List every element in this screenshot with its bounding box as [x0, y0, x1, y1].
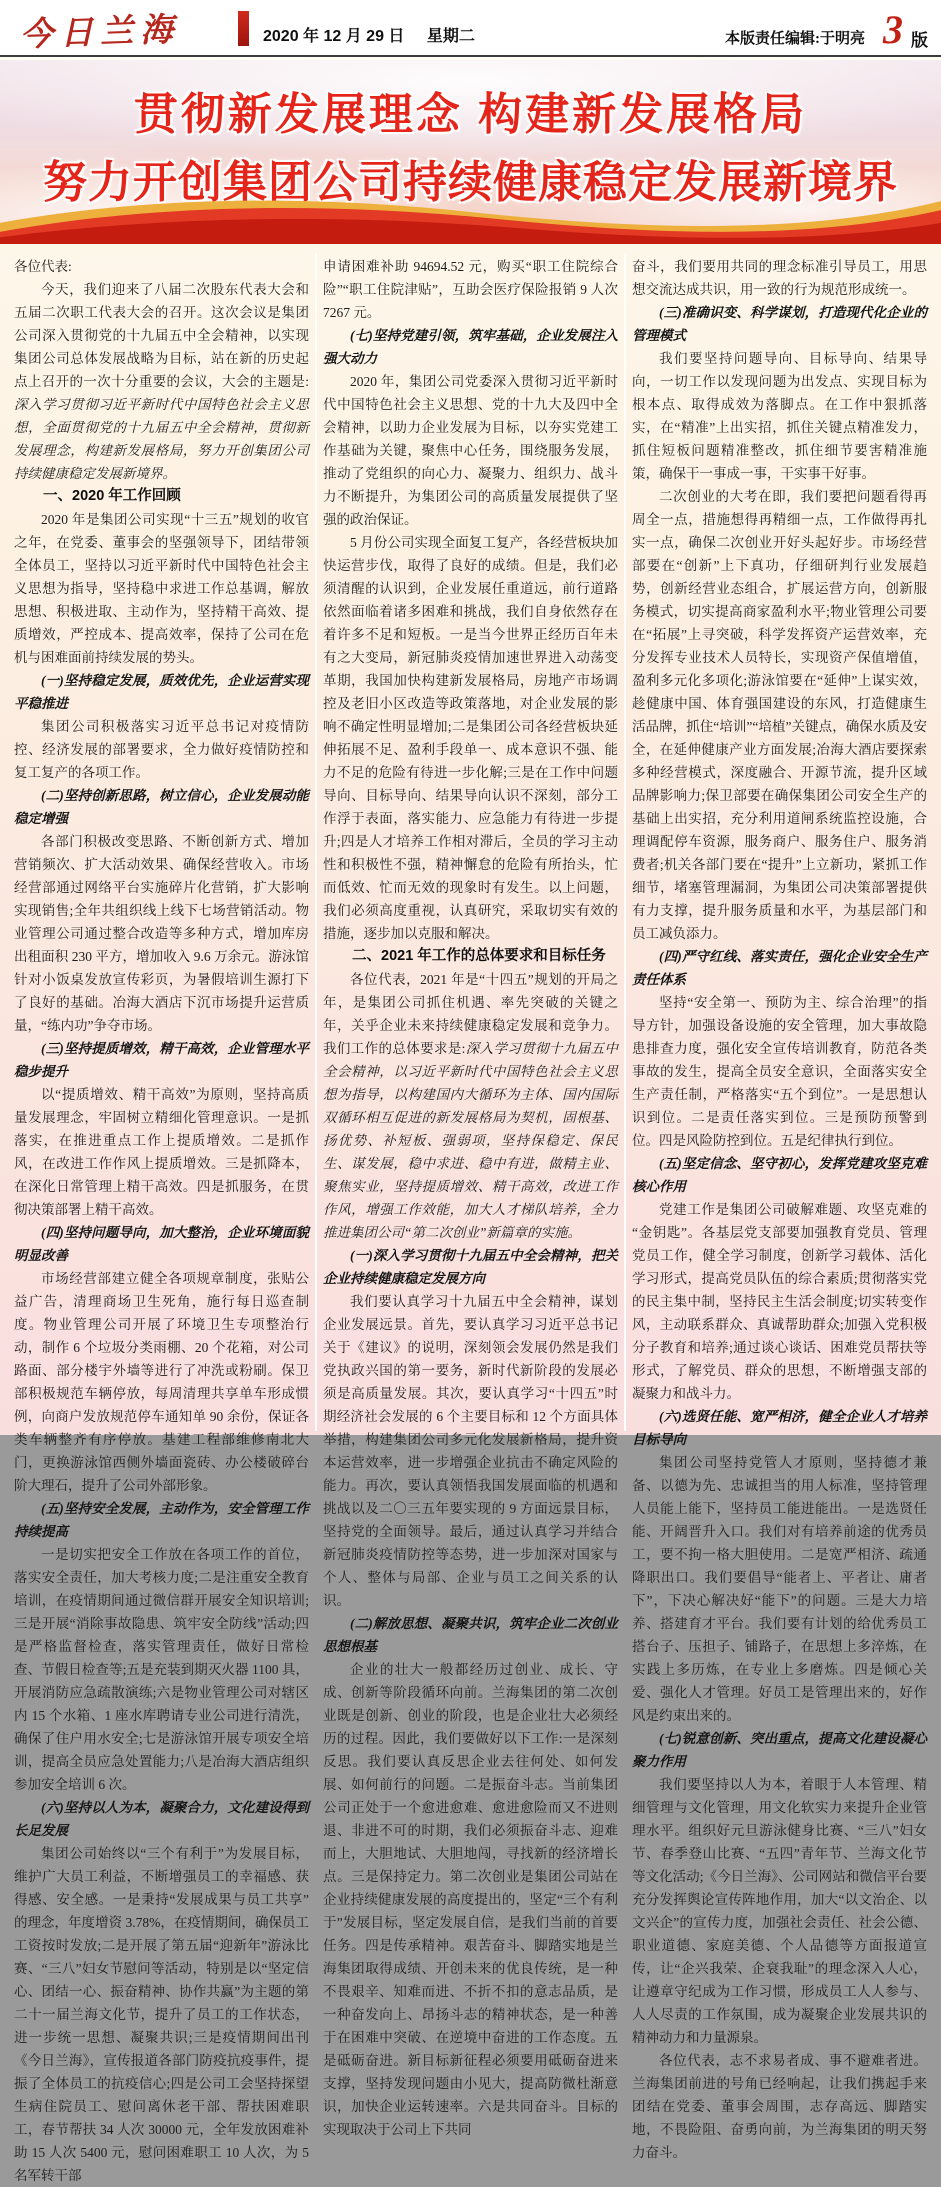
- paragraph: 2020 年，集团公司党委深入贯彻习近平新时代中国特色社会主义思想、党的十九大及四中全会精神，以助力企业发展为目标，以夯实党建工作基础为关键，聚焦中心任务，围绕服务发展，推动了党组织的向心力、凝聚力、组织力、战斗力不断提升，为集团公司的高质量发展提供了坚强的政治保证。: [323, 374, 618, 527]
- paragraph: 一是切实把安全工作放在各项工作的首位，落实安全责任，加大考核力度;二是注重安全教育培训，在疫情期间通过微信群开展安全知识培训;三是开展“消除事故隐患、筑牢安全防线”活动;四是严格监督检查，落实管理责任，做好日常检查、节假日检查等;五是充装到期灭火器 1100 具，开展消防应急疏散演练;六是物业管理公司对辖区内 15 个水箱、1 座水库聘请专业公司进行清洗，确保了住户用水安全;七是游泳馆开展专项安全培训，提高全员应急处置能力;八是冶海大酒店组织参加安全培训 6 次。: [14, 1547, 309, 1792]
- paragraph: 市场经营部建立健全各项规章制度，张贴公益广告，清理商场卫生死角，施行每日巡查制度。物业管理公司开展了环境卫生专项整治行动，制作 6 个垃圾分类雨棚、20 个花箱，对公司路面、部分楼宇外墙等进行了冲洗或粉刷。保卫部积极规范车辆停放，每周清理共享单车形成惯例，向商户发放规范停车通知单 90 余份，保证各类车辆整齐有序停放。基建工程部维修南北大门，更换游泳馆西侧外墙面瓷砖、办公楼破碎台阶大理石，提升了公司外部形象。: [14, 1271, 309, 1493]
- paragraph: 各位代表，志不求易者成、事不避难者进。兰海集团前进的号角已经响起，让我们携起手来团结在党委、董事会周围，志存高远、脚踏实地，不畏险阻、奋勇向前，为兰海集团的明天努力奋斗。: [632, 2053, 927, 2160]
- sub-heading: (五)坚持安全发展，主动作为，安全管理工作持续提高: [14, 1501, 309, 1539]
- page-number: 3: [883, 7, 903, 52]
- sub-heading: (五)坚定信念、坚守初心，发挥党建攻坚克难核心作用: [632, 1156, 927, 1194]
- paragraph: 我们要坚持以人为本，着眼于人本管理、精细管理与文化管理，用文化软实力来提升企业管理水平。组织好元旦游泳健身比赛、“三八”妇女节、春季登山比赛、“五四”青年节、兰海文化节等文化活动;《今日兰海》、公司网站和微信平台要充分发挥舆论宣传阵地作用，加大“以文治企、以文兴企”的宣传力度，加强社会责任、社会公德、职业道德、家庭美德、个人品德等方面报道宣传，让“企兴我荣、企衰我耻”的理念深入人心，让遵章守纪成为工作习惯，形成员工人人参与、人人尽责的工作氛围，成为凝聚企业发展共识的精神动力和力量源泉。: [632, 1777, 927, 2045]
- paragraph: 集团公司积极落实习近平总书记对疫情防控、经济发展的部署要求，全力做好疫情防控和复工复产的各项工作。: [14, 719, 309, 780]
- red-ribbon-graphic: [0, 192, 941, 250]
- paragraph: 申请困难补助 94694.52 元，购买“职工住院综合险”“职工住院津贴”，互助会医疗保险报销 9 人次 7267 元。: [323, 259, 618, 320]
- paragraph: 各部门积极改变思路、不断创新方式、增加营销频次、扩大活动效果、确保经营收入。市场经营部通过网络平台实施碎片化营销，扩大影响实现销售;全年共组织线上线下七场营销活动。物业管理公司通过整合改造等多种方式，增加库房出租面积 230 平方，增加收入 9.6 万余元。游泳馆针对小饭桌发放宣传彩页，为暑假培训生源打下了良好的基础。冶海大酒店下沉市场提升运营质量，“练内功”争夺市场。: [14, 834, 309, 1033]
- sub-heading: (六)选贤任能、宽严相济，健全企业人才培养目标导向: [632, 1409, 927, 1447]
- paragraph: 奋斗，我们要用共同的理念标准引导员工，用思想交流达成共识，用一致的行为规范形成统一。: [632, 259, 927, 297]
- paragraph: [323, 968, 618, 1244]
- section-heading: 二、2021 年工作的总体要求和目标任务: [352, 948, 606, 964]
- section-heading: 一、2020 年工作回顾: [43, 488, 181, 504]
- page-unit-label: 版: [911, 31, 928, 50]
- article-column-2: [317, 253, 624, 2137]
- sub-heading: (四)坚持问题导向，加大整治，企业环境面貌明显改善: [14, 1225, 309, 1263]
- headline-line2: 努力开创集团公司持续健康稳定发展新境界: [43, 158, 898, 207]
- paragraph: 2020 年是集团公司实现“十三五”规划的收官之年，在党委、董事会的坚强领导下，团结带领全体员工，坚持以习近平新时代中国特色社会主义思想为指导，坚持稳中求进工作总基调，解放思想、积极进取、主动作为，坚持精干高效、提质增效，严控成本、提高效率，保持了公司在危机与困难面前持续发展的势头。: [14, 512, 309, 665]
- paragraph: 坚持“安全第一、预防为主、综合治理”的指导方针，加强设备设施的安全管理，加大事故隐患排查力度，强化安全宣传培训教育，防范各类事故的发生，提高全员安全意识，全面落实安全生产责任制，严格落实“五个到位”。一是思想认识到位。二是责任落实到位。三是预防预警到位。四是风险防控到位。五是纪律执行到位。: [632, 995, 927, 1148]
- sub-heading: (二)坚持创新思路，树立信心，企业发展动能稳定增强: [14, 788, 309, 826]
- sub-heading: (七)坚持党建引领，筑牢基础，企业发展注入强大动力: [323, 328, 618, 366]
- sub-heading: (一)坚持稳定发展，质效优先，企业运营实现平稳推进: [14, 673, 309, 711]
- paragraph: 我们要坚持问题导向、目标导向、结果导向，一切工作以发现问题为出发点、实现目标为根本点、取得成效为落脚点。在工作中狠抓落实，在“精准”上出实招，抓住关键点精准发力，抓住短板问题精准整改，抓住细节要害精准施策，确保干一事成一事，干实事干好事。: [632, 351, 927, 481]
- date-line: [263, 23, 475, 46]
- sub-heading: (三)准确识变、科学谋划，打造现代化企业的管理模式: [632, 305, 927, 343]
- paragraph: 我们要认真学习十九届五中全会精神，谋划企业发展远景。首先，要认真学习习近平总书记关于《建议》的说明，深刻领会发展仍然是我们党执政兴国的第一要务，新时代新阶段的发展必须是高质量发展。其次，要认真学习“十四五”时期经济社会发展的 6 个主要目标和 12 个方面具体举措，构建集团公司多元化发展新格局，提升资本运营效率，进一步增强企业抗击不确定风险的能力。再次，要认真领悟我国发展面临的机遇和挑战以及二〇三五年要实现的 9 方面远景目标，坚持党的全面领导。最后，通过认真学习并结合新冠肺炎疫情防控等态势，进一步加深对国家与个人、整体与局部、企业与员工之间关系的认识。: [323, 1294, 618, 1608]
- issue-date: 2020 年 12 月 29 日: [263, 28, 405, 45]
- article-column-3: [626, 253, 933, 2160]
- masthead-divider-bar: [238, 11, 249, 46]
- paragraph: 集团公司始终以“三个有利于”为发展目标，维护广大员工利益，不断增强员工的幸福感、获得感、安全感。一是秉持“发展成果与员工共享”的理念，年度增资 3.78%，在疫情期间，确保员工工资按时发放;二是开展了第五届“迎新年”游泳比赛、“三八”妇女节慰问等活动，特别是以“坚定信心、团结一心、振奋精神、协作共赢”为主题的第二十一届兰海文化节，提升了员工的工作状态，进一步统一思想、凝聚共识;三是疫情期间出刊《今日兰海》，宣传报道各部门防疫抗疫事件，提振了全体员工的抗疫信心;四是公司工会坚持探望生病住院员工、慰问离休老干部、帮扶困难职工，春节帮扶 34 人次 30000 元，全年发放困难补助 15 人次 5400 元，慰问困难职工 10 人次，为 5 名军转干部: [14, 1846, 309, 2183]
- paragraph: 以“提质增效、精干高效”为原则，坚持高质量发展理念，牢固树立精细化管理意识。一是抓落实，在推进重点工作上提质增效。二是抓作风，在改进工作作风上提质增效。三是抓降本，在深化日常管理上精干高效。四是抓服务，在贯彻决策部署上精干高效。: [14, 1087, 309, 1217]
- paragraph: [14, 278, 309, 485]
- sub-heading: (一)深入学习贯彻十九届五中全会精神，把关企业持续健康稳定发展方向: [323, 1248, 618, 1286]
- headline-line1: 贯彻新发展理念 构建新发展格局: [133, 90, 808, 139]
- headline-banner: [0, 60, 941, 246]
- paragraph: 企业的壮大一般都经历过创业、成长、守成、创新等阶段循环向前。兰海集团的第二次创业既是创新、创业的阶段，也是企业壮大必须经历的过程。因此，我们要做好以下工作:一是深刻反思。我们要认真反思企业去往何处、如何发展、如何前行的问题。二是振奋斗志。当前集团公司正处于一个愈进愈难、愈进愈险而又不进则退、非进不可的时期，我们必须振奋斗志、迎难而上，大胆地试、大胆地闯，寻找新的经济增长点。三是保持定力。第二次创业是集团公司站在企业持续健康发展的高度提出的，坚定“三个有利于”发展目标，坚定发展自信，是我们当前的首要任务。四是传承精神。艰苦奋斗、脚踏实地是兰海集团取得成绩、开创未来的优良传统，是一种不畏艰辛、知难而进、不折不扣的意志品质，是一种奋发向上、昂扬斗志的精神状态，是一种善于在困难中突破、在逆境中奋进的工作态度。五是砥砺奋进。新目标新征程必须要用砥砺奋进来支撑，坚持发现问题由小见大，提高防微杜渐意识，加快企业运转速率。六是共同奋斗。目标的实现取决于公司上下共同: [323, 1662, 618, 2137]
- editor-credit: 本版责任编辑:于明亮: [725, 31, 865, 47]
- header-rule: [0, 55, 941, 57]
- text-run: 各位代表，2021 年是“十四五”规划的开局之年，是集团公司抓住机遇、率先突破的关键之年，关乎企业未来持续健康稳定发展和竞争力。我们工作的总体要求是:: [323, 972, 618, 1056]
- sub-heading: (六)坚持以人为本，凝聚合力，文化建设得到长足发展: [14, 1800, 309, 1838]
- sub-heading: (四)严守红线、落实责任，强化企业安全生产责任体系: [632, 949, 927, 987]
- page-header: [0, 0, 941, 55]
- article-columns: [8, 253, 933, 2183]
- emphasis-text-run: 深入学习贯彻习近平新时代中国特色社会主义思想，全面贯彻党的十九届五中全会精神，贯彻新发展理念，构建新发展格局，努力开创集团公司持续健康稳定发展新境界。: [14, 397, 309, 481]
- masthead-logo: 今日兰海: [19, 12, 181, 54]
- text-run: 今天，我们迎来了八届二次股东代表大会和五届二次职工代表大会的召开。这次会议是集团公司深入贯彻党的十九届五中全会精神，以实现集团公司总体发展战略为目标，站在新的历史起点上召开的一次十分重要的会议，大会的主题是:: [14, 282, 309, 389]
- paragraph: 党建工作是集团公司破解难题、攻坚克难的“金钥匙”。各基层党支部要加强教育党员、管理党员工作，健全学习制度，创新学习载体、活化学习形式，提高党员队伍的综合素质;贯彻落实党的民主集中制，坚持民主生活会制度;切实转变作风，主动联系群众、真诚帮助群众;加强入党积极分子教育和培养;通过谈心谈话、困难党员帮扶等形式，了解党员、群众的思想，不断增强支部的凝聚力和战斗力。: [632, 1202, 927, 1401]
- issue-weekday: 星期二: [426, 28, 475, 45]
- paragraph: 集团公司坚持党管人才原则，坚持德才兼备、以德为先、忠诚担当的用人标准，坚持管理人员能上能下，坚持员工能进能出。一是选贤任能、开阔晋升入口。我们对有培养前途的优秀员工，要不拘一格大胆使用。二是宽严相济、疏通降职出口。我们要倡导“能者上、平者让、庸者下”，下决心解决好“能下”的问题。三是大力培养、搭建育才平台。我们要有计划的给优秀员工搭台子、压担子、铺路子，在思想上多淬炼，在实践上多历炼，在专业上多磨炼。四是倾心关爱、强化人才管理。好员工是管理出来的，好作风是约束出来的。: [632, 1455, 927, 1723]
- sub-heading: (七)锐意创新、突出重点，提高文化建设凝心聚力作用: [632, 1731, 927, 1769]
- paragraph: 5 月份公司实现全面复工复产，各经营板块加快运营步伐，取得了良好的成绩。但是，我们必须清醒的认识到，企业发展任重道远，前行道路依然面临着诸多困难和挑战，我们自身依然存在着许多不足和短板。一是当今世界正经历百年未有之大变局，新冠肺炎疫情加速世界进入动荡变革期，我国加快构建新发展格局，房地产市场调控及老旧小区改造等政策落地，对企业发展的影响不确定性明显增加;二是集团公司各经营板块延伸拓展不足、盈利手段单一、成本意识不强、能力不足的危险有待进一步化解;三是在工作中问题导向、目标导向、结果导向认识不深刻，部分工作浮于表面，落实能力、应急能力有待进一步提升;四是人才培养工作相对滞后，全员的学习主动性和积极性不强，精神懈怠的危险有所抬头，忙而低效、忙而无效的现象时有发生。以上问题，我们必须高度重视，认真研究，采取切实有效的措施，逐步加以克服和解决。: [323, 535, 618, 941]
- paragraph: 二次创业的大考在即，我们要把问题看得再周全一点，措施想得再精细一点，工作做得再扎实一点，确保二次创业开好头起好步。市场经营部要在“创新”上下真功，仔细研判行业发展趋势，创新经营业态组合，扩展运营方向，创新服务模式，切实提高商家盈利水平;物业管理公司要在“拓展”上寻突破，科学发挥资产运营效率，充分发挥专业技术人员特长，实现资产保值增值，盈利多元化多项化;游泳馆要在“延伸”上谋实效，趁健康中国、体育强国建设的东风，打造健康生活品牌，抓住“培训”“培植”关键点，确保水质及安全，在延伸健康产业方面发展;冶海大酒店要探索多种经营模式，深度融合、开源节流，提升区域品牌影响力;保卫部要在确保集团公司安全生产的基础上出实招，充分利用道闸系统监控设施，合理调配停车资源，服务商户、服务住户、服务消费者;机关各部门要在“提升”上立新功，紧抓工作细节，堵塞管理漏洞，为集团公司决策部署提供有力支撑，提升服务质量和水平，为基层部门和员工减负添力。: [632, 489, 927, 941]
- sub-heading: (三)坚持提质增效，精干高效，企业管理水平稳步提升: [14, 1041, 309, 1079]
- emphasis-text-run: 深入学习贯彻十九届五中全会精神，以习近平新时代中国特色社会主义思想为指导，以构建国内大循环为主体、国内国际双循环相互促进的新发展格局为契机，固根基、扬优势、补短板、强弱项，坚持保稳定、保民生、谋发展，稳中求进、稳中有进，做精主业、聚焦实业，坚持提质增效、精干高效，改进工作作风，增强工作效能，加大人才梯队培养，全力推进集团公司“第二次创业”新篇章的实施。: [323, 1041, 618, 1240]
- article-column-1: [8, 253, 315, 2183]
- sub-heading: (二)解放思想、凝聚共识，筑牢企业二次创业思想根基: [323, 1616, 618, 1654]
- paragraph: 各位代表:: [14, 259, 72, 274]
